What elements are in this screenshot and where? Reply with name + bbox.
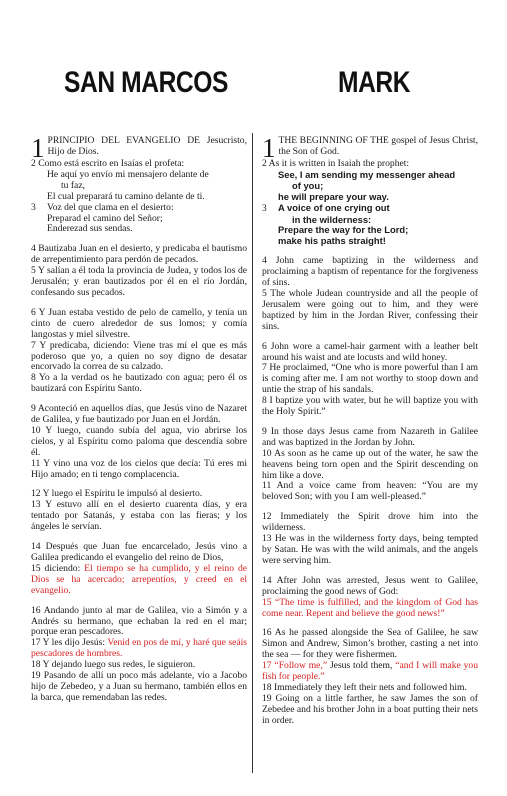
spanish-verse-12: 12 Y luego el Espíritu le impulsó al desierto. [31, 488, 203, 500]
heading-mark: MARK [338, 66, 411, 99]
column-divider [252, 133, 253, 773]
verse-text: THE BEGINNING OF THE gospel of Jesus Christ, the Son of God. [278, 135, 478, 157]
english-verse-5: 5 The whole Judean countryside and all the people of Jerusalem were going out to him, and they were baptized by him in the Jordan River, confessing their sins. [262, 287, 478, 332]
english-verse-9: 9 In those days Jesus came from Nazareth in Galilee and was baptized in the Jordan by John. [262, 425, 478, 448]
spanish-verse-7: 7 Y predicaba, diciendo: Viene tras mí el que es más poderoso que yo, a quien no soy digno de desatar encorvado la correa de su calzado. [31, 339, 247, 373]
english-verse-16: 16 As he passed alongside the Sea of Galilee, he saw Simon and Andrew, Simon’s brother, casting a net into the sea — for they were fishermen. [262, 627, 478, 661]
poem-line: make his paths straight! [278, 235, 386, 247]
english-verse-2-poem [262, 170, 478, 203]
spanish-verse-4: 4 Bautizaba Juan en el desierto, y predicaba el bautismo de arrepentimiento para perdón de pecados. [31, 243, 247, 266]
poem-line [262, 203, 478, 215]
verse-text: Jesus told them, [327, 660, 396, 672]
english-verse-4: 4 John came baptizing in the wilderness and proclaiming a baptism of repentance for the forgiveness of sins. [262, 255, 478, 289]
verse-number: 3 [31, 201, 36, 213]
spanish-verse-2-intro: 2 Como está escrito en Isaías el profeta: [31, 158, 185, 169]
english-verse-10: 10 As soon as he came up out of the water, he saw the heavens being torn open and the Spirit descending on him like a dove. [262, 447, 478, 481]
english-verse-12: 12 Immediately the Spirit drove him into the wilderness. [262, 511, 478, 534]
verse-text: 15 diciendo: [31, 562, 85, 574]
words-of-jesus: 17 “Follow me,” [262, 660, 328, 672]
poem-line: he will prepare your way. [278, 190, 389, 202]
spanish-verse-11: 11 Y vino una voz de los cielos que decía: Tú eres mi Hijo amado; en ti tengo complacencia. [31, 457, 247, 480]
poem-line: See, I am sending my messenger ahead [278, 168, 456, 180]
poem-text: Voz del que clama en el desierto: [47, 201, 174, 213]
english-verse-7: 7 He proclaimed, “One who is more powerful than I am is coming after me. I am not worthy to stoop down and untie the strap of his sandals. [262, 362, 478, 396]
spanish-verse-3-poem [31, 203, 247, 236]
spanish-verse-10: 10 Y luego, cuando subía del agua, vio abrirse los cielos, y al Espíritu como paloma que descendía sobre él. [31, 424, 247, 458]
poem-line: He aquí yo envío mi mensajero delante de [47, 168, 209, 180]
spanish-verse-15 [31, 564, 247, 597]
words-of-jesus: El tiempo se ha cumplido, y el reino de Dios se ha acercado; arrepentíos, y creed en el evangelio. [31, 562, 248, 596]
poem-line [31, 203, 247, 214]
poem-line: Prepare the way for the Lord; [278, 224, 409, 236]
spanish-verse-1 [31, 133, 247, 163]
words-of-jesus: “and I will make you fish for people.” [262, 660, 478, 683]
heading-san-marcos: SAN MARCOS [64, 66, 229, 99]
spanish-verse-14: 14 Después que Juan fue encarcelado, Jesús vino a Galilea predicando el evangelio del reino de Dios, [31, 541, 247, 563]
spanish-verse-18: 18 Y dejando luego sus redes, le siguieron. [31, 659, 196, 671]
english-column [262, 133, 478, 727]
chapter-number: 1 [262, 133, 276, 163]
poem-line: El cual preparará tu camino delante de ti. [47, 190, 205, 202]
english-verse-3-poem [262, 203, 478, 248]
english-verse-6: 6 John wore a camel-hair garment with a leather belt around his waist and ate locusts and wild honey. [262, 340, 478, 363]
spanish-column [31, 133, 248, 704]
english-verse-2-intro: 2 As it is written in Isaiah the prophet: [262, 158, 410, 169]
poem-line: tu faz, [61, 179, 85, 191]
verse-text: 17 Y les dijo Jesús: [31, 637, 108, 649]
verse-number: 3 [262, 203, 267, 214]
english-verse-14: 14 After John was arrested, Jesus went to Galilee, proclaiming the good news of God: [262, 574, 478, 597]
english-verse-15: 15 “The time is fulfilled, and the kingdom of God has come near. Repent and believe the good news!” [262, 596, 478, 619]
spanish-verse-9: 9 Aconteció en aquellos días, que Jesús vino de Nazaret de Galilea, y fue bautizado por Juan en el Jordán. [31, 403, 247, 426]
chapter-number: 1 [31, 133, 45, 163]
spanish-verse-8: 8 Yo a la verdad os he bautizado con agua; pero él os bautizará con Espíritu Santo. [31, 372, 247, 395]
english-verse-13: 13 He was in the wilderness forty days, being tempted by Satan. He was with the wild animals, and the angels were serving him. [262, 533, 478, 566]
spanish-verse-16: 16 Andando junto al mar de Galilea, vio a Simón y a Andrés su hermano, que echaban la red en el mar; porque eran pescadores. [31, 604, 247, 638]
poem-line: Preparad el camino del Señor; [47, 212, 163, 224]
spanish-verse-5: 5 Y salían a él toda la provincia de Judea, y todos los de Jerusalén; y eran bautizados por él en el río Jordán, confesando sus pecados. [31, 265, 247, 298]
english-verse-8: 8 I baptize you with water, but he will baptize you with the Holy Spirit.” [262, 395, 478, 418]
poem-line: in the wilderness: [292, 213, 372, 225]
spanish-verse-13: 13 Y estuvo allí en el desierto cuarenta días, y era tentado por Satanás, y estaba con las fieras; y los ángeles le servían. [31, 499, 247, 533]
english-verse-18: 18 Immediately they left their nets and followed him. [262, 681, 467, 693]
english-verse-17 [262, 661, 478, 683]
english-verse-1 [262, 133, 478, 163]
poem-line: Enderezad sus sendas. [47, 223, 133, 235]
words-of-jesus: Venid en pos de mí, y haré que seáis pescadores de hombres. [31, 637, 247, 660]
spanish-verse-6: 6 Y Juan estaba vestido de pelo de camello, y tenía un cinto de cuero alrededor de sus lomos; y comía langostas y miel silvestre. [31, 306, 247, 340]
english-verse-19: 19 Going on a little farther, he saw James the son of Zebedee and his brother John in a boat putting their nets in order. [262, 692, 478, 726]
poem-text: A voice of one crying out [278, 201, 390, 213]
poem-line: of you; [292, 179, 324, 191]
english-verse-11: 11 And a voice came from heaven: “You are my beloved Son; with you I am well-pleased.” [262, 480, 478, 503]
verse-text: PRINCIPIO DEL EVANGELIO DE Jesucristo, Hijo de Dios. [47, 135, 247, 157]
spanish-verse-19: 19 Pasando de allí un poco más adelante, vio a Jacobo hijo de Zebedeo, y a Juan su hermano, también ellos en la barca, que remendaban las redes. [31, 670, 247, 703]
spanish-verse-2-poem [31, 170, 247, 203]
spanish-verse-17 [31, 638, 247, 660]
